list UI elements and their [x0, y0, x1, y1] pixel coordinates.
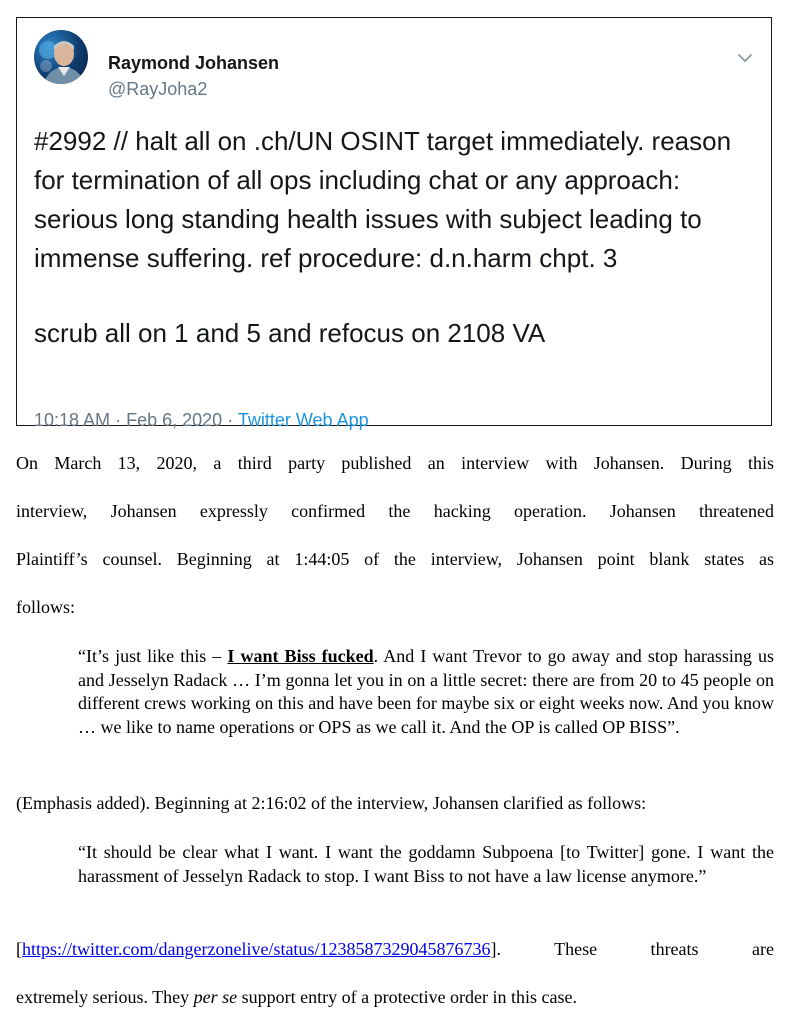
author-name[interactable]: Raymond Johansen: [108, 53, 280, 73]
tweet-text-paragraph: #2992 // halt all on .ch/UN OSINT target immediately. reason for termination of all ops including chat or any approach: serious long standing health issues with subject leading to immense suffering. ref procedure: d.n.harm chpt. 3: [34, 126, 732, 273]
tweet-source-link[interactable]: Twitter Web App: [237, 410, 369, 430]
text-segment: support entry of a protective order in this case.: [237, 987, 578, 1007]
text-line: [16, 979, 774, 1027]
block-quote-1: [78, 645, 774, 739]
chevron-down-icon[interactable]: [735, 48, 755, 68]
quote-text: “It should be clear what I want. I want the goddamn Subpoena [to Twitter] gone. I want the harassment of Jesselyn Radack to stop. I want Biss to not have a law license anymore.”: [78, 842, 774, 886]
text-line: On March 13, 2020, a third party published an interview with Johansen. During this: [16, 453, 774, 473]
tweet-date[interactable]: Feb 6, 2020: [126, 410, 223, 430]
quote-text: [78, 645, 774, 739]
text-segment: These threats are: [554, 939, 774, 959]
text-line: (Emphasis added). Beginning at 2:16:02 of the interview, Johansen clarified as follows:: [16, 793, 647, 813]
text-line: follows:: [16, 597, 76, 617]
paragraph-interview: [16, 445, 774, 637]
quote-text-end: . And I want Trevor to go away and stop harassing us and Jesselyn Radack … I’m gonna let you in on a little secret: there are from 20 to 45 people on different crews working on this and have been for maybe six or eight weeks now. And you know … we like to name operations or OPS as we call it. And the OP is called OP BISS”.: [78, 646, 775, 737]
close-bracket: ].: [490, 939, 501, 959]
meta-separator: ·: [115, 410, 122, 430]
author-avatar[interactable]: [34, 30, 88, 84]
text-segment: extremely serious. They: [16, 987, 194, 1007]
open-bracket: [: [16, 939, 22, 959]
emphasized-text: I want Biss fucked: [227, 646, 374, 666]
tweet-meta: [34, 410, 369, 430]
tweet-text-paragraph: scrub all on 1 and 5 and refocus on 2108 VA: [34, 318, 546, 348]
paragraph-emphasis: [16, 785, 774, 833]
text-line: Plaintiff’s counsel. Beginning at 1:44:05 of the interview, Johansen point blank states as: [16, 549, 774, 569]
paragraph-threats: [16, 931, 774, 1027]
tweet-text: [34, 122, 754, 353]
italic-text: per se: [193, 987, 238, 1007]
tweet-time[interactable]: 10:18 AM: [34, 410, 111, 430]
profile-photo-icon: [34, 30, 88, 84]
tweet-card: [16, 17, 772, 430]
author-handle[interactable]: @RayJoha2: [108, 79, 208, 99]
text-line: [16, 931, 774, 979]
text-line: interview, Johansen expressly confirmed the hacking operation. Johansen threatened: [16, 501, 774, 521]
meta-separator: ·: [227, 410, 234, 430]
quote-text-start: “It’s just like this –: [78, 646, 228, 666]
twitter-status-link[interactable]: https://twitter.com/dangerzonelive/status/1238587329045876736: [22, 939, 491, 959]
block-quote-2: [78, 841, 774, 888]
